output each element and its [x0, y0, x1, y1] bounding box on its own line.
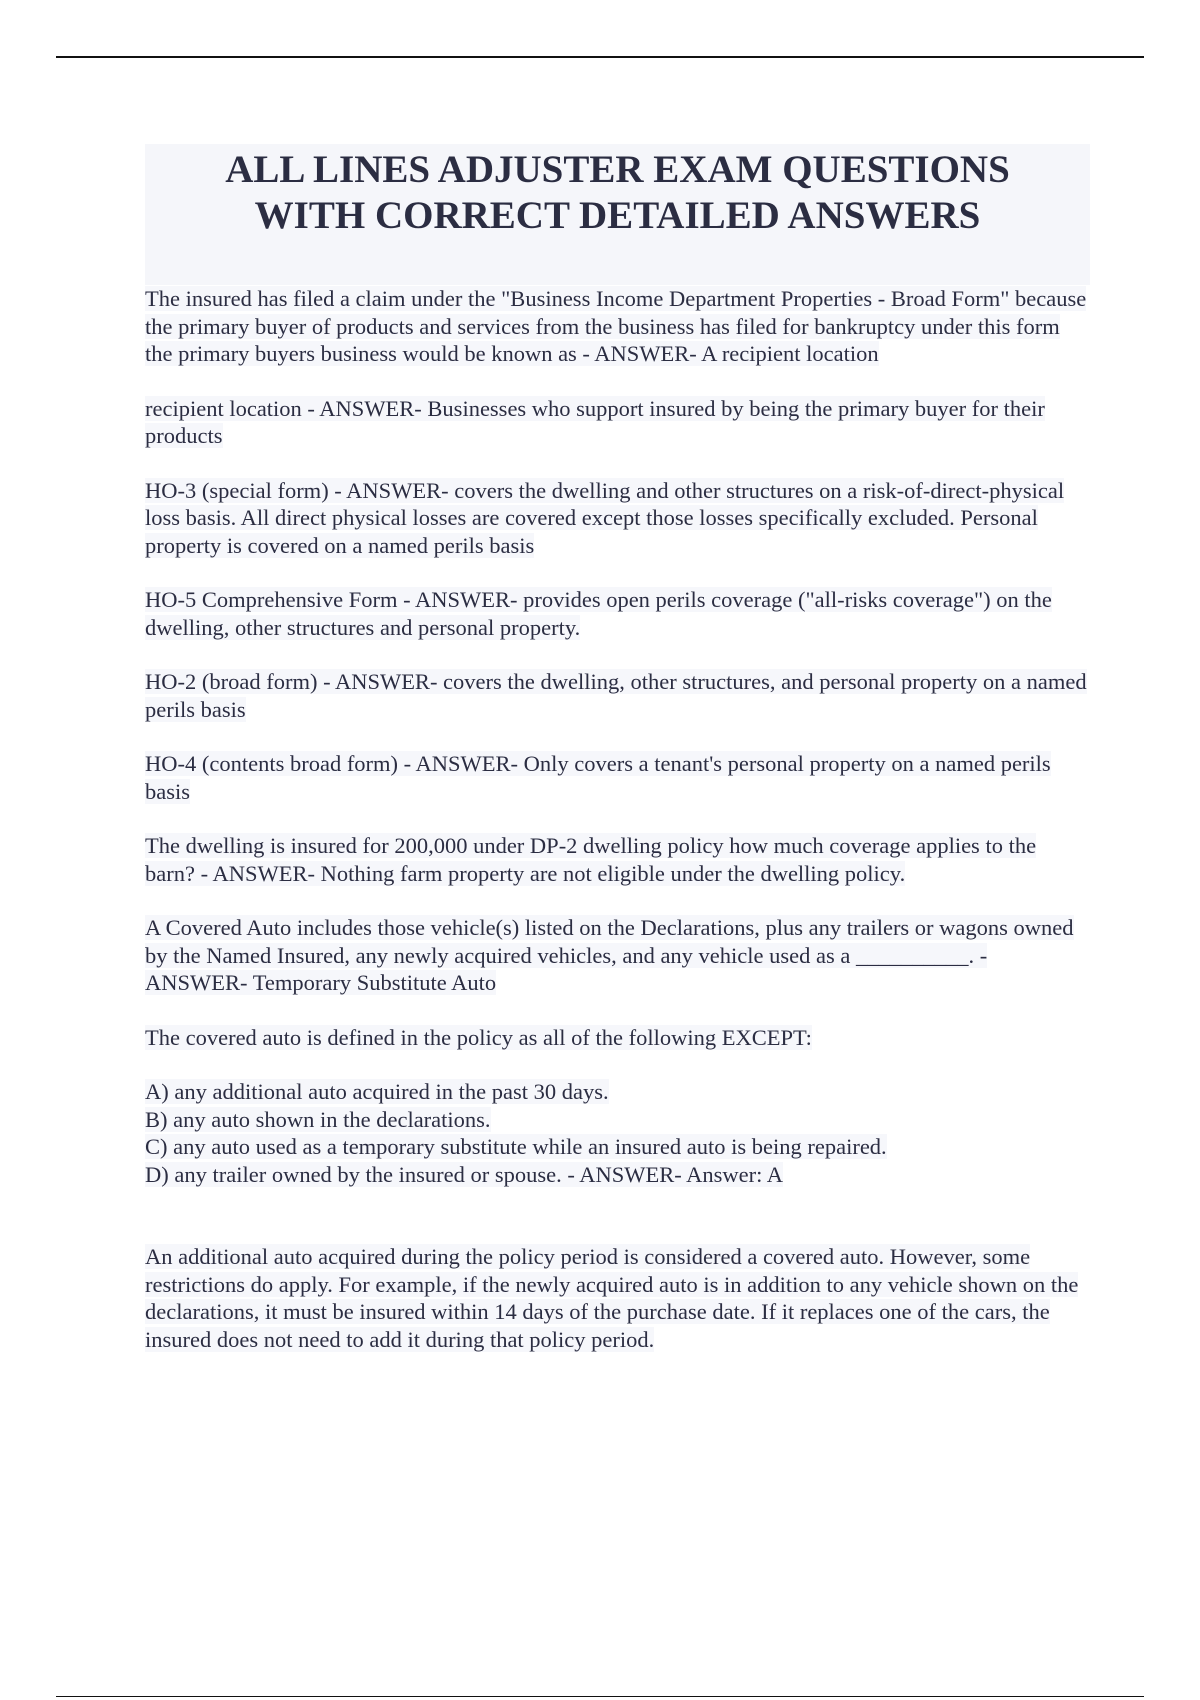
explanation-paragraph: An additional auto acquired during the policy period is considered a covered auto. However, some restrictions do apply. For example, if the newly acquired auto is in addition to any vehicle shown on the declarations, it must be insured within 14 days of the purchase date. If it replaces one of the cars, the insured does not need to add it during that policy period.: [145, 1244, 1079, 1352]
option-c: C) any auto used as a temporary substitute while an insured auto is being repaired.: [145, 1134, 887, 1159]
page-title: [145, 144, 1090, 239]
qa-entry-8: A Covered Auto includes those vehicle(s) listed on the Declarations, plus any trailers or wagons owned by the Named Insured, any newly acquired vehicles, and any vehicle used as a __________. - ANSWER- Temporary Substitute Auto: [145, 915, 1074, 995]
option-a: A) any additional auto acquired in the past 30 days.: [145, 1079, 609, 1104]
qa-entry-3: HO-3 (special form) - ANSWER- covers the dwelling and other structures on a risk-of-direct-physical loss basis. All direct physical losses are covered except those losses specifically excluded. Personal property is covered on a named perils basis: [145, 477, 1065, 558]
title-line-1: ALL LINES ADJUSTER EXAM QUESTIONS: [225, 148, 1010, 191]
qa-entry-1: The insured has filed a claim under the "Business Income Department Properties - Broad Form" because the primary buyer of products and services from the business has filed for bankruptcy under this form the primary buyers business would be known as - ANSWER- A recipient location: [145, 286, 1087, 366]
bottom-rule: [56, 1696, 1144, 1697]
qa-entry-2: recipient location - ANSWER- Businesses who support insured by being the primary buyer for their products: [145, 395, 1045, 448]
title-line-2: WITH CORRECT DETAILED ANSWERS: [254, 194, 981, 237]
title-block: [145, 144, 1090, 285]
qa-entry-5: HO-2 (broad form) - ANSWER- covers the dwelling, other structures, and personal property on a named perils basis: [145, 669, 1087, 722]
option-d: D) any trailer owned by the insured or spouse. - ANSWER- Answer: A: [145, 1161, 784, 1187]
answer-options: [145, 1078, 1090, 1188]
top-rule: [56, 56, 1144, 58]
page-content: [145, 144, 1090, 1353]
option-b: B) any auto shown in the declarations.: [145, 1106, 491, 1132]
qa-entry-4: HO-5 Comprehensive Form - ANSWER- provides open perils coverage ("all-risks coverage") on the dwelling, other structures and personal property.: [145, 587, 1052, 640]
qa-entry-7: The dwelling is insured for 200,000 under DP-2 dwelling policy how much coverage applies to the barn? - ANSWER- Nothing farm property are not eligible under the dwelling policy.: [145, 833, 1037, 886]
qa-entry-6: HO-4 (contents broad form) - ANSWER- Only covers a tenant's personal property on a named perils basis: [145, 751, 1051, 804]
qa-entry-9: The covered auto is defined in the policy as all of the following EXCEPT:: [145, 1024, 812, 1050]
